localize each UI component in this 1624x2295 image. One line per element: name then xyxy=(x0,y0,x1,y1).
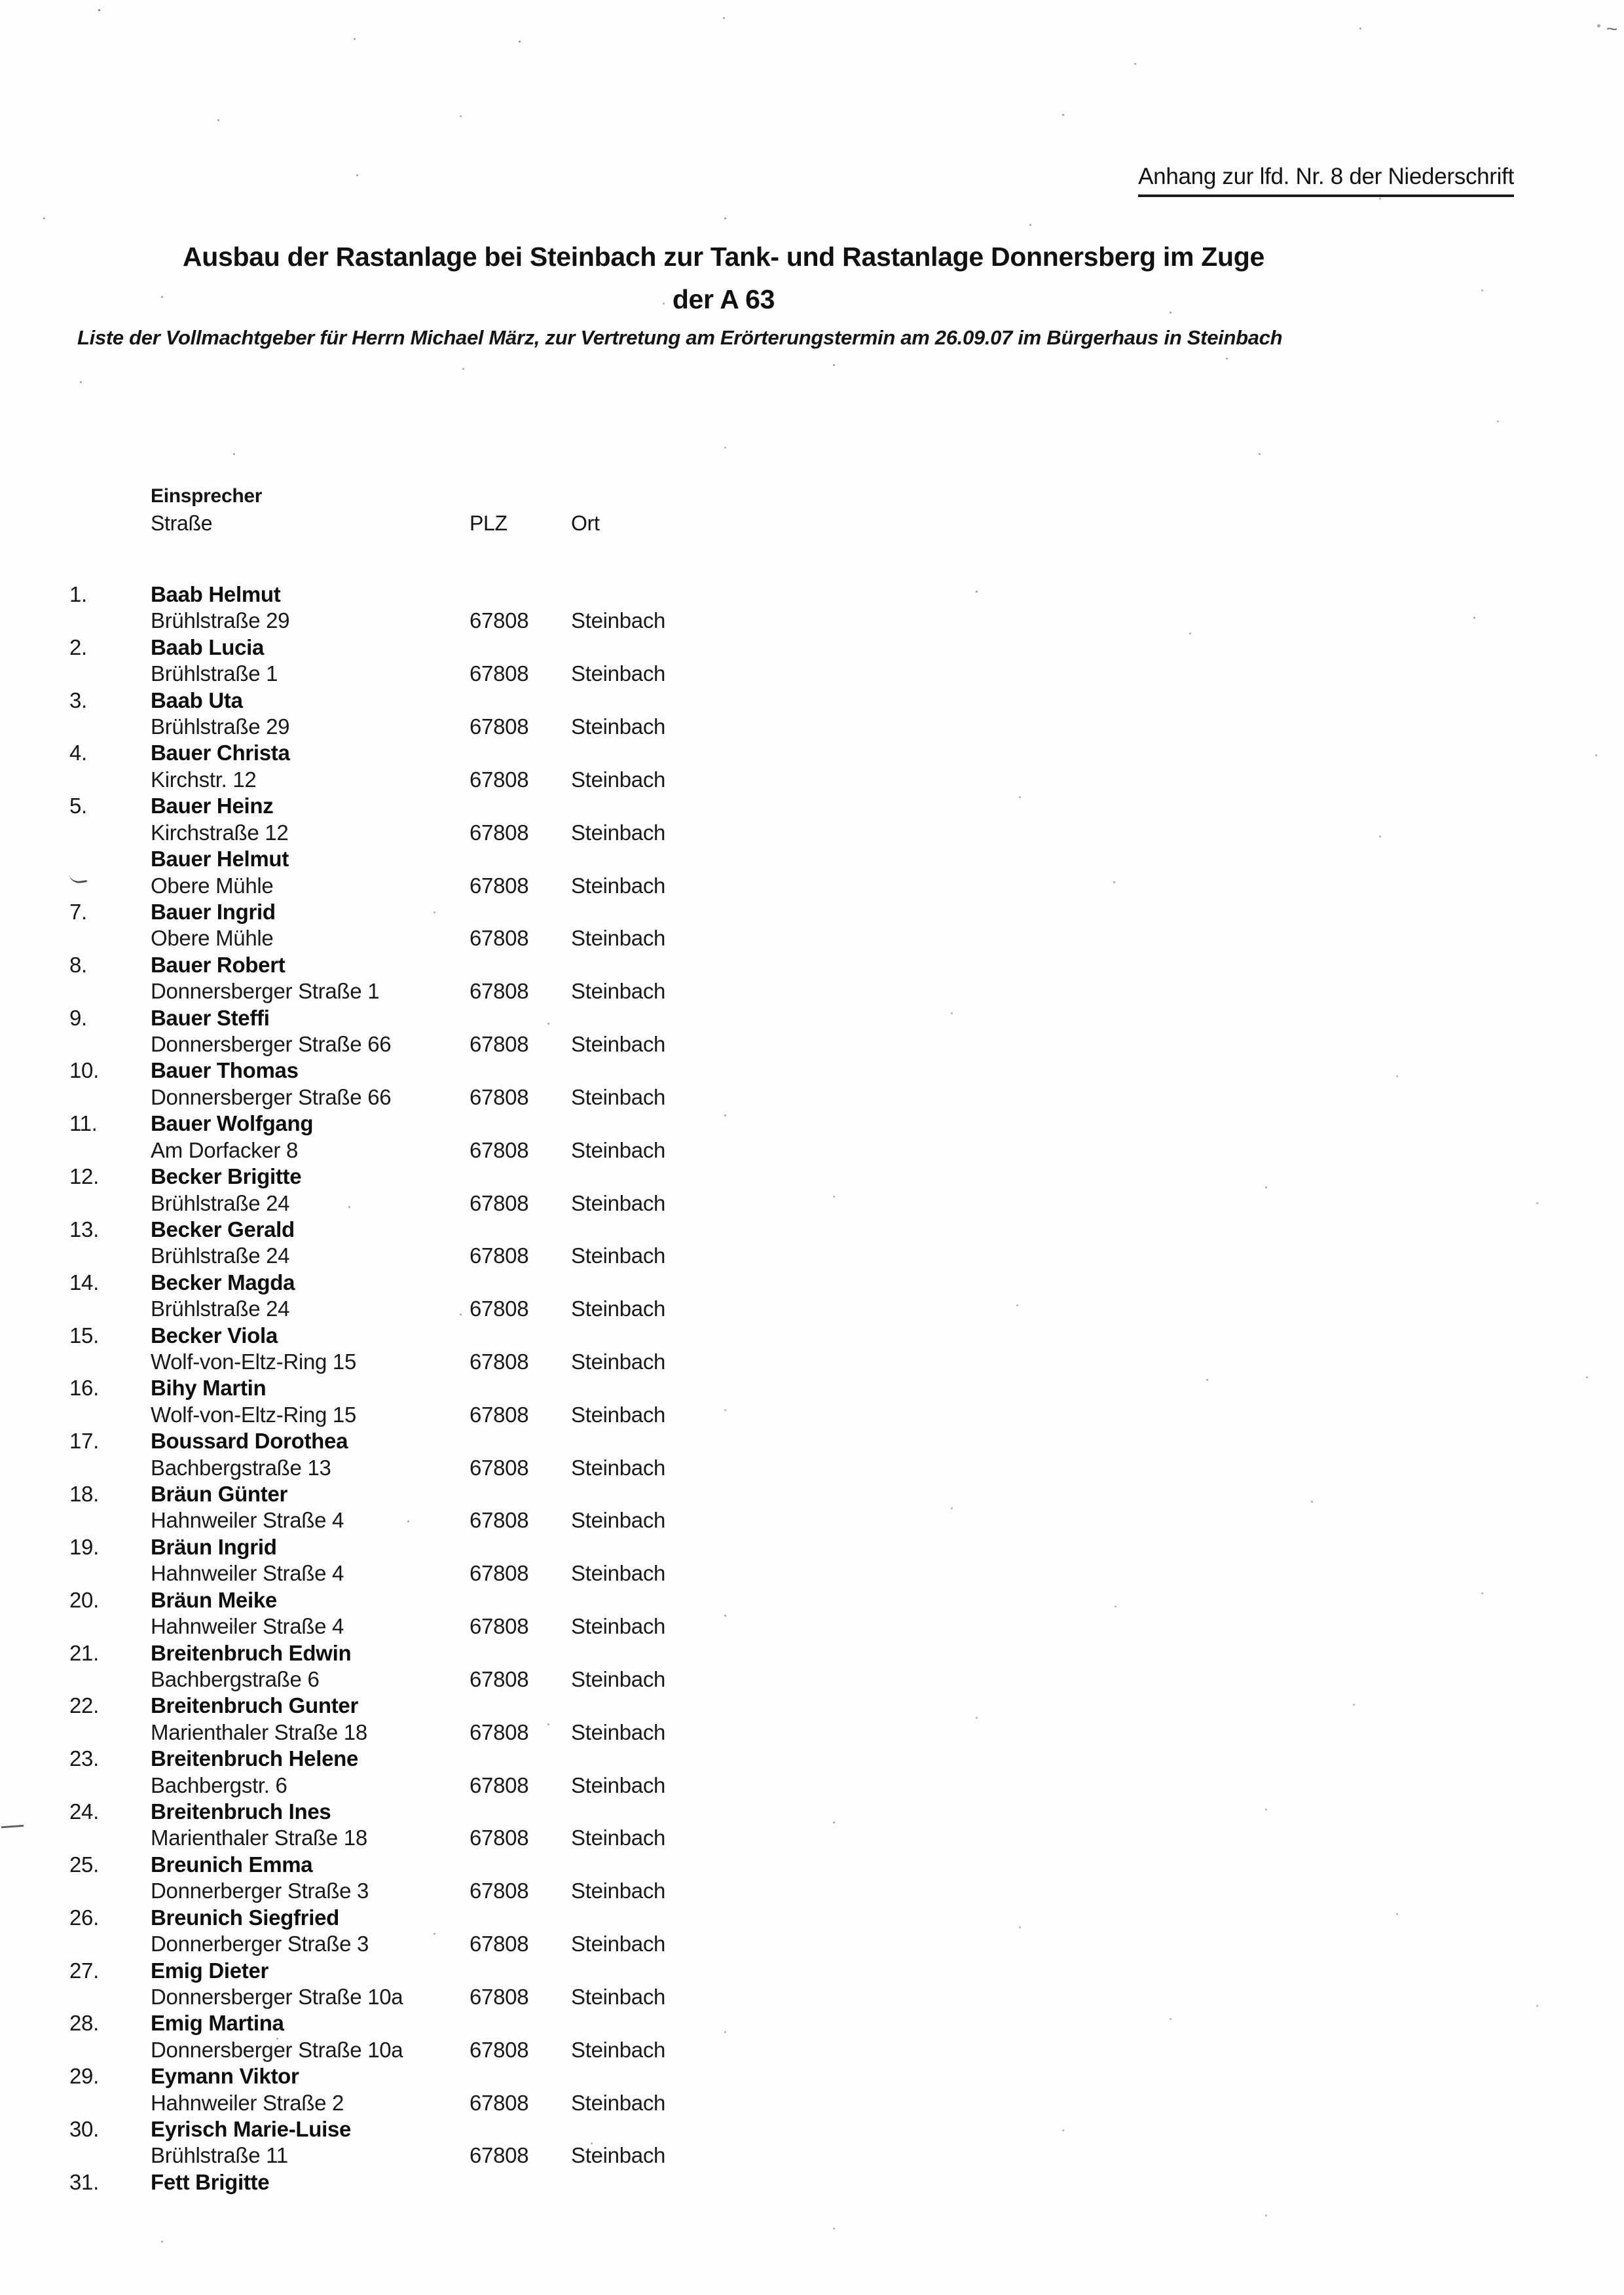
entry-street: Kirchstr. 12 xyxy=(151,767,257,792)
entry-ort: Steinbach xyxy=(571,1402,666,1427)
list-entry xyxy=(0,1481,1624,1534)
entry-name: Baab Helmut xyxy=(151,582,281,606)
entry-ort: Steinbach xyxy=(571,926,666,951)
document-subtitle: Liste der Vollmachtgeber für Herrn Michael März, zur Vertretung am Erörterungstermin am 26.09.07 im Bürgerhaus in Steinbach xyxy=(77,326,1283,349)
entry-plz: 67808 xyxy=(470,2143,529,2168)
header-note: Anhang zur lfd. Nr. 8 der Niederschrift xyxy=(1138,164,1514,197)
entry-plz: 67808 xyxy=(470,1243,529,1268)
entry-name: Bauer Wolfgang xyxy=(151,1111,314,1136)
entry-number: 11. xyxy=(69,1111,98,1136)
entry-plz: 67808 xyxy=(470,1666,529,1691)
document-title xyxy=(39,236,1408,321)
entry-name: Bräun Ingrid xyxy=(151,1534,277,1559)
list-entry xyxy=(0,1905,1624,1958)
entry-number: 23. xyxy=(69,1746,99,1771)
entry-ort: Steinbach xyxy=(571,1243,666,1268)
entry-street: Brühlstraße 24 xyxy=(151,1243,290,1268)
entry-number: 1. xyxy=(69,582,87,606)
entry-ort: Steinbach xyxy=(571,1296,666,1321)
entry-name: Becker Gerald xyxy=(151,1217,295,1241)
list-entry xyxy=(0,1534,1624,1587)
entry-ort: Steinbach xyxy=(571,1032,666,1057)
entry-number: 15. xyxy=(69,1323,99,1348)
entry-name: Baab Uta xyxy=(151,688,243,712)
list-entry xyxy=(0,2010,1624,2063)
scan-noise-top xyxy=(0,0,2,2)
entry-street: Bachbergstraße 6 xyxy=(151,1666,320,1691)
entry-plz: 67808 xyxy=(470,661,529,686)
list-entry xyxy=(0,846,1624,899)
entry-ort: Steinbach xyxy=(571,1190,666,1215)
entry-plz: 67808 xyxy=(470,979,529,1004)
entry-number: 2. xyxy=(69,634,87,659)
entry-name: Boussard Dorothea xyxy=(151,1429,348,1454)
entry-ort: Steinbach xyxy=(571,2143,666,2168)
entry-number: 28. xyxy=(69,2011,99,2036)
entry-name: Breitenbruch Ines xyxy=(151,1799,331,1824)
entry-street: Brühlstraße 29 xyxy=(151,714,290,739)
entry-name: Breunich Emma xyxy=(151,1852,313,1877)
entry-street: Hahnweiler Straße 4 xyxy=(151,1614,344,1639)
entry-plz: 67808 xyxy=(470,1614,529,1639)
entry-name: Bihy Martin xyxy=(151,1376,267,1401)
entry-ort: Steinbach xyxy=(571,1349,666,1374)
list-entry xyxy=(0,740,1624,793)
entry-street: Wolf-von-Eltz-Ring 15 xyxy=(151,1402,357,1427)
entry-plz: 67808 xyxy=(470,1349,529,1374)
entry-number: 26. xyxy=(69,1905,99,1930)
entry-name: Bauer Heinz xyxy=(151,794,274,818)
entry-ort: Steinbach xyxy=(571,2090,666,2115)
list-entry xyxy=(0,793,1624,846)
list-entry xyxy=(0,581,1624,634)
entry-street: Am Dorfacker 8 xyxy=(151,1137,299,1162)
entry-plz: 67808 xyxy=(470,1879,529,1903)
column-header-person: Einsprecher xyxy=(151,485,263,507)
entry-plz: 67808 xyxy=(470,1772,529,1797)
entry-plz: 67808 xyxy=(470,820,529,845)
list-entry xyxy=(0,1164,1624,1217)
entry-ort: Steinbach xyxy=(571,1932,666,1956)
entry-street: Donnerberger Straße 3 xyxy=(151,1932,369,1956)
entry-plz: 67808 xyxy=(470,1561,529,1586)
entry-ort: Steinbach xyxy=(571,1455,666,1480)
entry-name: Baab Lucia xyxy=(151,634,265,659)
entry-number: 19. xyxy=(69,1534,99,1559)
entry-ort: Steinbach xyxy=(571,1666,666,1691)
entry-number: 14. xyxy=(69,1270,99,1294)
list-entry xyxy=(0,1217,1624,1270)
document-title-line2: der A 63 xyxy=(672,284,775,314)
entry-street: Brühlstraße 24 xyxy=(151,1296,290,1321)
list-entry xyxy=(0,2063,1624,2116)
entry-number: 12. xyxy=(69,1164,99,1189)
list-entry xyxy=(0,1428,1624,1481)
list-entry xyxy=(0,1852,1624,1905)
entry-street: Donnersberger Straße 66 xyxy=(151,1032,392,1057)
list-entry xyxy=(0,899,1624,952)
entry-name: Bauer Christa xyxy=(151,741,290,765)
entry-number: 18. xyxy=(69,1482,99,1507)
entry-number: 31. xyxy=(69,2169,99,2194)
entry-street: Hahnweiler Straße 4 xyxy=(151,1508,344,1533)
entry-street: Donnersberger Straße 10a xyxy=(151,2037,403,2062)
entry-number: 20. xyxy=(69,1587,99,1612)
entry-street: Donnersberger Straße 10a xyxy=(151,1984,403,2009)
entry-plz: 67808 xyxy=(470,1137,529,1162)
entry-number: 4. xyxy=(69,741,87,765)
entry-name: Bauer Robert xyxy=(151,952,286,977)
entry-plz: 67808 xyxy=(470,1508,529,1533)
entry-ort: Steinbach xyxy=(571,1508,666,1533)
list-entry xyxy=(0,688,1624,741)
entry-plz: 67808 xyxy=(470,1719,529,1744)
entry-name: Eymann Viktor xyxy=(151,2064,299,2089)
entry-ort: Steinbach xyxy=(571,1137,666,1162)
list-entry xyxy=(0,1111,1624,1164)
entry-ort: Steinbach xyxy=(571,1719,666,1744)
entry-plz: 67808 xyxy=(470,2090,529,2115)
entry-number: 9. xyxy=(69,1005,87,1030)
entry-plz: 67808 xyxy=(470,1932,529,1956)
entry-ort: Steinbach xyxy=(571,1561,666,1586)
entry-street: Marienthaler Straße 18 xyxy=(151,1826,367,1850)
entry-ort: Steinbach xyxy=(571,1772,666,1797)
entry-street: Hahnweiler Straße 2 xyxy=(151,2090,344,2115)
entry-plz: 67808 xyxy=(470,1190,529,1215)
entry-ort: Steinbach xyxy=(571,1984,666,2009)
entry-number: 25. xyxy=(69,1852,99,1877)
entry-number: 27. xyxy=(69,1958,99,1983)
entry-ort: Steinbach xyxy=(571,979,666,1004)
list-entry xyxy=(0,1693,1624,1746)
entry-plz: 67808 xyxy=(470,608,529,633)
entry-plz: 67808 xyxy=(470,1296,529,1321)
entry-street: Brühlstraße 24 xyxy=(151,1190,290,1215)
entry-number: 13. xyxy=(69,1217,99,1241)
entry-street: Wolf-von-Eltz-Ring 15 xyxy=(151,1349,357,1374)
entry-plz: 67808 xyxy=(470,1826,529,1850)
entry-street: Hahnweiler Straße 4 xyxy=(151,1561,344,1586)
entry-street: Marienthaler Straße 18 xyxy=(151,1719,367,1744)
entry-name: Becker Magda xyxy=(151,1270,295,1294)
entries-list xyxy=(0,581,1624,2222)
entry-name: Emig Dieter xyxy=(151,1958,269,1983)
entry-number: 8. xyxy=(69,952,87,977)
entry-name: Breunich Siegfried xyxy=(151,1905,339,1930)
list-entry xyxy=(0,1005,1624,1058)
entry-ort: Steinbach xyxy=(571,1826,666,1850)
list-entry xyxy=(0,634,1624,688)
list-entry xyxy=(0,1375,1624,1428)
entry-name: Eyrisch Marie-Luise xyxy=(151,2117,352,2142)
entry-number: 22. xyxy=(69,1693,99,1718)
entry-street: Donnersberger Straße 1 xyxy=(151,979,380,1004)
scan-artifact-tilde: ~ xyxy=(1606,18,1617,40)
entry-name: Bräun Meike xyxy=(151,1587,277,1612)
entry-number: 10. xyxy=(69,1058,99,1083)
entry-ort: Steinbach xyxy=(571,767,666,792)
document-title-line1: Ausbau der Rastanlage bei Steinbach zur Tank- und Rastanlage Donnersberg im Zuge xyxy=(183,242,1264,272)
entry-name: Bauer Thomas xyxy=(151,1058,299,1083)
entry-number: 5. xyxy=(69,794,87,818)
entry-ort: Steinbach xyxy=(571,873,666,898)
entry-street: Obere Mühle xyxy=(151,926,274,951)
entry-street: Bachbergstraße 13 xyxy=(151,1455,331,1480)
entry-plz: 67808 xyxy=(470,1402,529,1427)
entry-number: 21. xyxy=(69,1640,99,1665)
entry-street: Bachbergstr. 6 xyxy=(151,1772,287,1797)
entry-number: 16. xyxy=(69,1376,99,1401)
entry-number: 30. xyxy=(69,2117,99,2142)
entry-plz: 67808 xyxy=(470,873,529,898)
entry-street: Kirchstraße 12 xyxy=(151,820,289,845)
entry-ort: Steinbach xyxy=(571,714,666,739)
entry-name: Breitenbruch Edwin xyxy=(151,1640,352,1665)
entry-ort: Steinbach xyxy=(571,1084,666,1109)
entry-number: 17. xyxy=(69,1429,99,1454)
entry-plz: 67808 xyxy=(470,926,529,951)
list-entry xyxy=(0,1270,1624,1323)
entry-plz: 67808 xyxy=(470,1084,529,1109)
entry-street: Donnersberger Straße 66 xyxy=(151,1084,392,1109)
entry-plz: 67808 xyxy=(470,1984,529,2009)
list-entry xyxy=(0,1958,1624,2011)
list-entry xyxy=(0,1640,1624,1693)
entry-street: Obere Mühle xyxy=(151,873,274,898)
entry-name: Breitenbruch Helene xyxy=(151,1746,359,1771)
scan-noise-bottom xyxy=(0,0,2,2)
entry-ort: Steinbach xyxy=(571,1614,666,1639)
entry-name: Bauer Steffi xyxy=(151,1005,270,1030)
entry-name: Bräun Günter xyxy=(151,1482,288,1507)
entry-ort: Steinbach xyxy=(571,608,666,633)
entry-name: Becker Viola xyxy=(151,1323,278,1348)
entry-name: Bauer Helmut xyxy=(151,847,289,872)
entry-plz: 67808 xyxy=(470,767,529,792)
column-header-street: Straße xyxy=(151,511,213,535)
entry-name: Emig Martina xyxy=(151,2011,284,2036)
column-header-plz: PLZ xyxy=(470,511,507,535)
entry-street: Brühlstraße 1 xyxy=(151,661,278,686)
entry-street: Brühlstraße 29 xyxy=(151,608,290,633)
table-column-headers xyxy=(0,483,1624,537)
entry-ort: Steinbach xyxy=(571,820,666,845)
list-entry xyxy=(0,1587,1624,1640)
column-header-ort: Ort xyxy=(571,511,600,535)
entry-number: 3. xyxy=(69,688,87,712)
list-entry xyxy=(0,952,1624,1005)
entry-number: 29. xyxy=(69,2064,99,2089)
list-entry xyxy=(0,2116,1624,2169)
list-entry xyxy=(0,1323,1624,1376)
list-entry xyxy=(0,1799,1624,1852)
entry-name: Breitenbruch Gunter xyxy=(151,1693,359,1718)
entry-ort: Steinbach xyxy=(571,1879,666,1903)
entry-plz: 67808 xyxy=(470,1455,529,1480)
entry-number: 7. xyxy=(69,899,87,924)
list-entry xyxy=(0,1057,1624,1111)
entry-ort: Steinbach xyxy=(571,661,666,686)
entry-name: Bauer Ingrid xyxy=(151,899,276,924)
list-entry xyxy=(0,1746,1624,1799)
entry-ort: Steinbach xyxy=(571,2037,666,2062)
entry-number: 24. xyxy=(69,1799,99,1824)
entry-name: Becker Brigitte xyxy=(151,1164,302,1189)
entry-plz: 67808 xyxy=(470,714,529,739)
entry-street: Brühlstraße 11 xyxy=(151,2143,288,2168)
entry-street: Donnerberger Straße 3 xyxy=(151,1879,369,1903)
entry-plz: 67808 xyxy=(470,1032,529,1057)
entry-plz: 67808 xyxy=(470,2037,529,2062)
entry-name: Fett Brigitte xyxy=(151,2169,270,2194)
list-entry xyxy=(0,2169,1624,2222)
